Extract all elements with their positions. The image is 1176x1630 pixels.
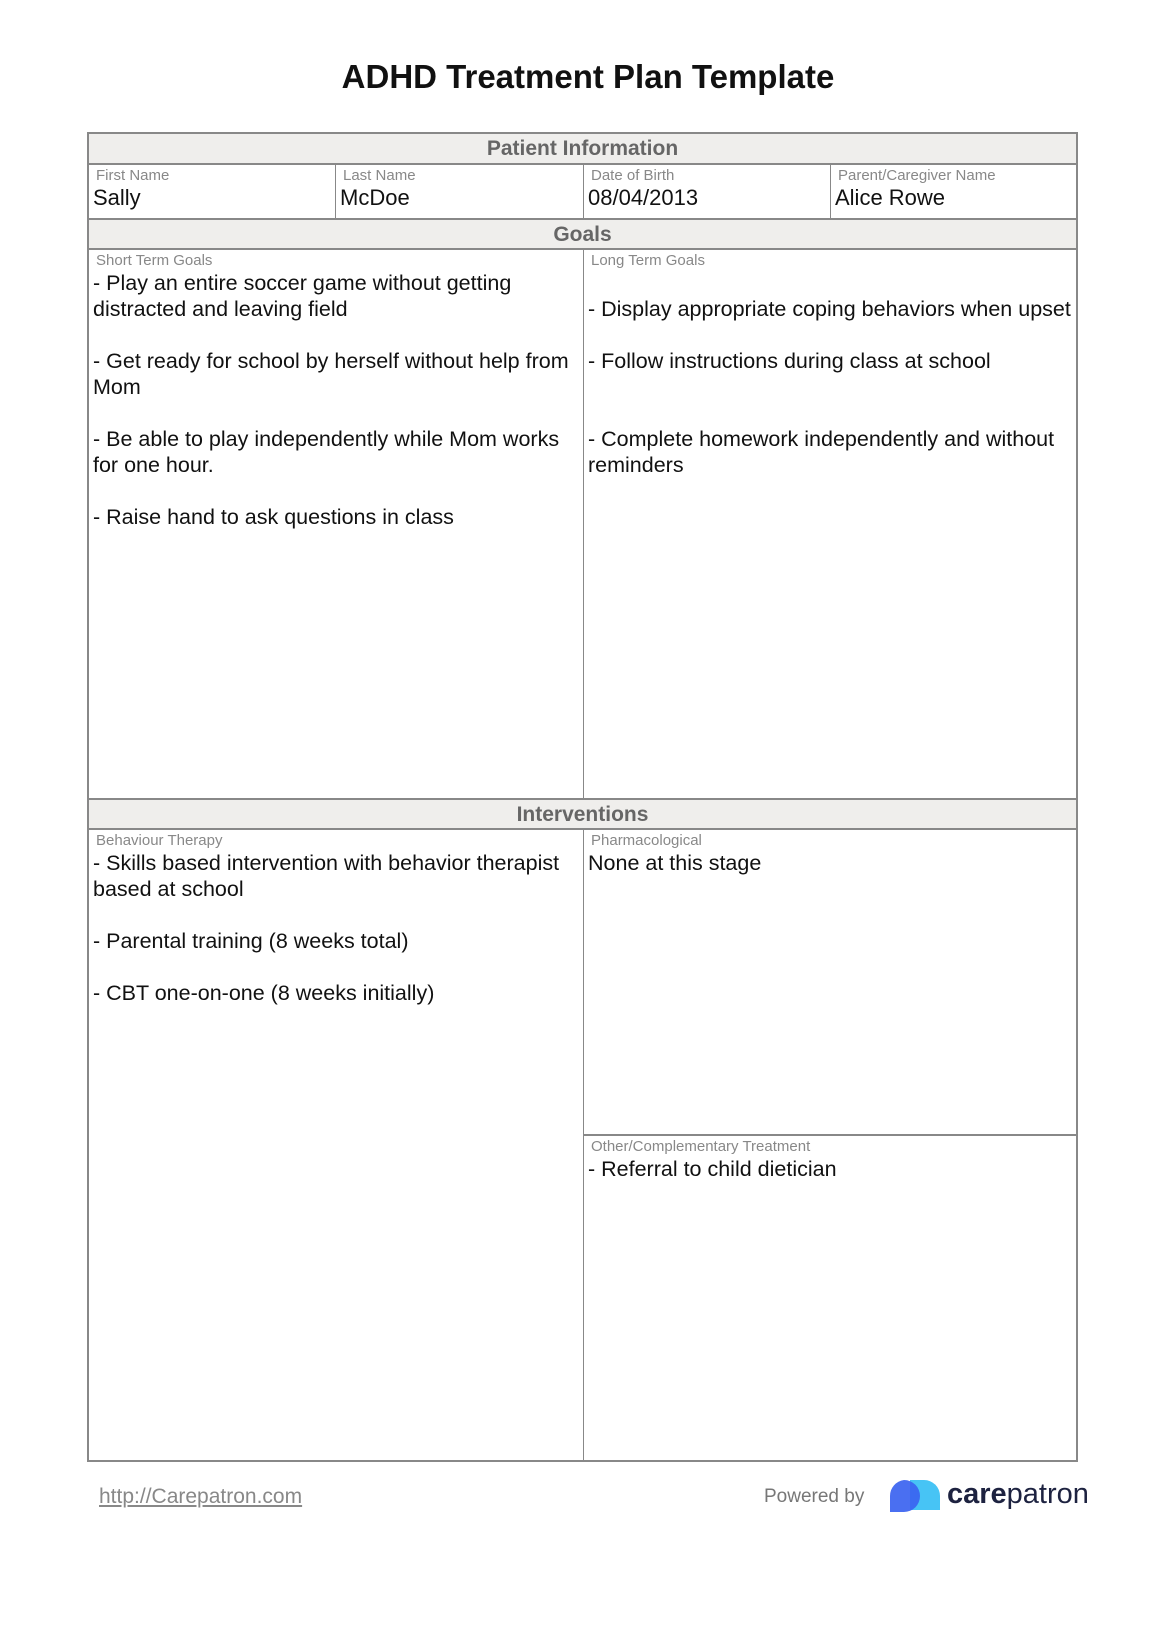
caregiver-label: Parent/Caregiver Name: [838, 167, 996, 184]
page-title: ADHD Treatment Plan Template: [341, 58, 835, 95]
caregiver-value: Alice Rowe: [835, 185, 946, 210]
treatment-plan-form: [87, 132, 1078, 1462]
behaviour-therapy-field[interactable]: [89, 830, 584, 1460]
dob-value: 08/04/2013: [588, 185, 699, 210]
first-name-value: Sally: [93, 185, 141, 210]
brand-rest: patron: [1006, 1478, 1089, 1510]
short-term-goals-label: Short Term Goals: [96, 252, 213, 269]
caregiver-field[interactable]: [831, 165, 1078, 220]
brand-bold: care: [947, 1478, 1007, 1510]
pharmacological-field[interactable]: [584, 830, 1078, 1136]
other-treatment-text: - Referral to child dietician: [588, 1157, 837, 1181]
behaviour-therapy-label: Behaviour Therapy: [96, 832, 223, 849]
interventions-header: Interventions: [89, 800, 1076, 830]
last-name-value: McDoe: [340, 185, 410, 210]
behaviour-therapy-text: - Skills based intervention with behavior therapist based at school - Parental training (8 weeks total) - CBT one-on-one (8 weeks initially): [93, 851, 560, 1005]
pharmacological-text: None at this stage: [588, 851, 762, 875]
dob-field[interactable]: [584, 165, 831, 220]
last-name-label: Last Name: [343, 167, 416, 184]
dob-label: Date of Birth: [591, 167, 675, 184]
long-term-goals-field[interactable]: [584, 250, 1078, 800]
carepatron-logo-icon: [888, 1478, 944, 1516]
first-name-field[interactable]: [89, 165, 336, 220]
patient-info-header: Patient Information: [89, 134, 1076, 165]
long-term-goals-text: - Display appropriate coping behaviors when upset - Follow instructions during class at school - Complete homework independently and without reminders: [588, 297, 1071, 477]
other-treatment-label: Other/Complementary Treatment: [591, 1138, 811, 1155]
pharmacological-label: Pharmacological: [591, 832, 702, 849]
other-treatment-field[interactable]: [584, 1136, 1078, 1460]
short-term-goals-text: - Play an entire soccer game without getting distracted and leaving field - Get ready for school by herself without help from Mom - Be able to play independently while Mom works for one hour. - Raise hand to ask questions in class: [93, 271, 569, 529]
powered-by-text: Powered by: [764, 1486, 865, 1507]
goals-header: Goals: [89, 220, 1076, 250]
carepatron-link[interactable]: http://Carepatron.com: [99, 1485, 303, 1508]
carepatron-brand: [947, 1478, 1089, 1511]
first-name-label: First Name: [96, 167, 170, 184]
last-name-field[interactable]: [336, 165, 584, 220]
long-term-goals-label: Long Term Goals: [591, 252, 705, 269]
short-term-goals-field[interactable]: [89, 250, 584, 800]
